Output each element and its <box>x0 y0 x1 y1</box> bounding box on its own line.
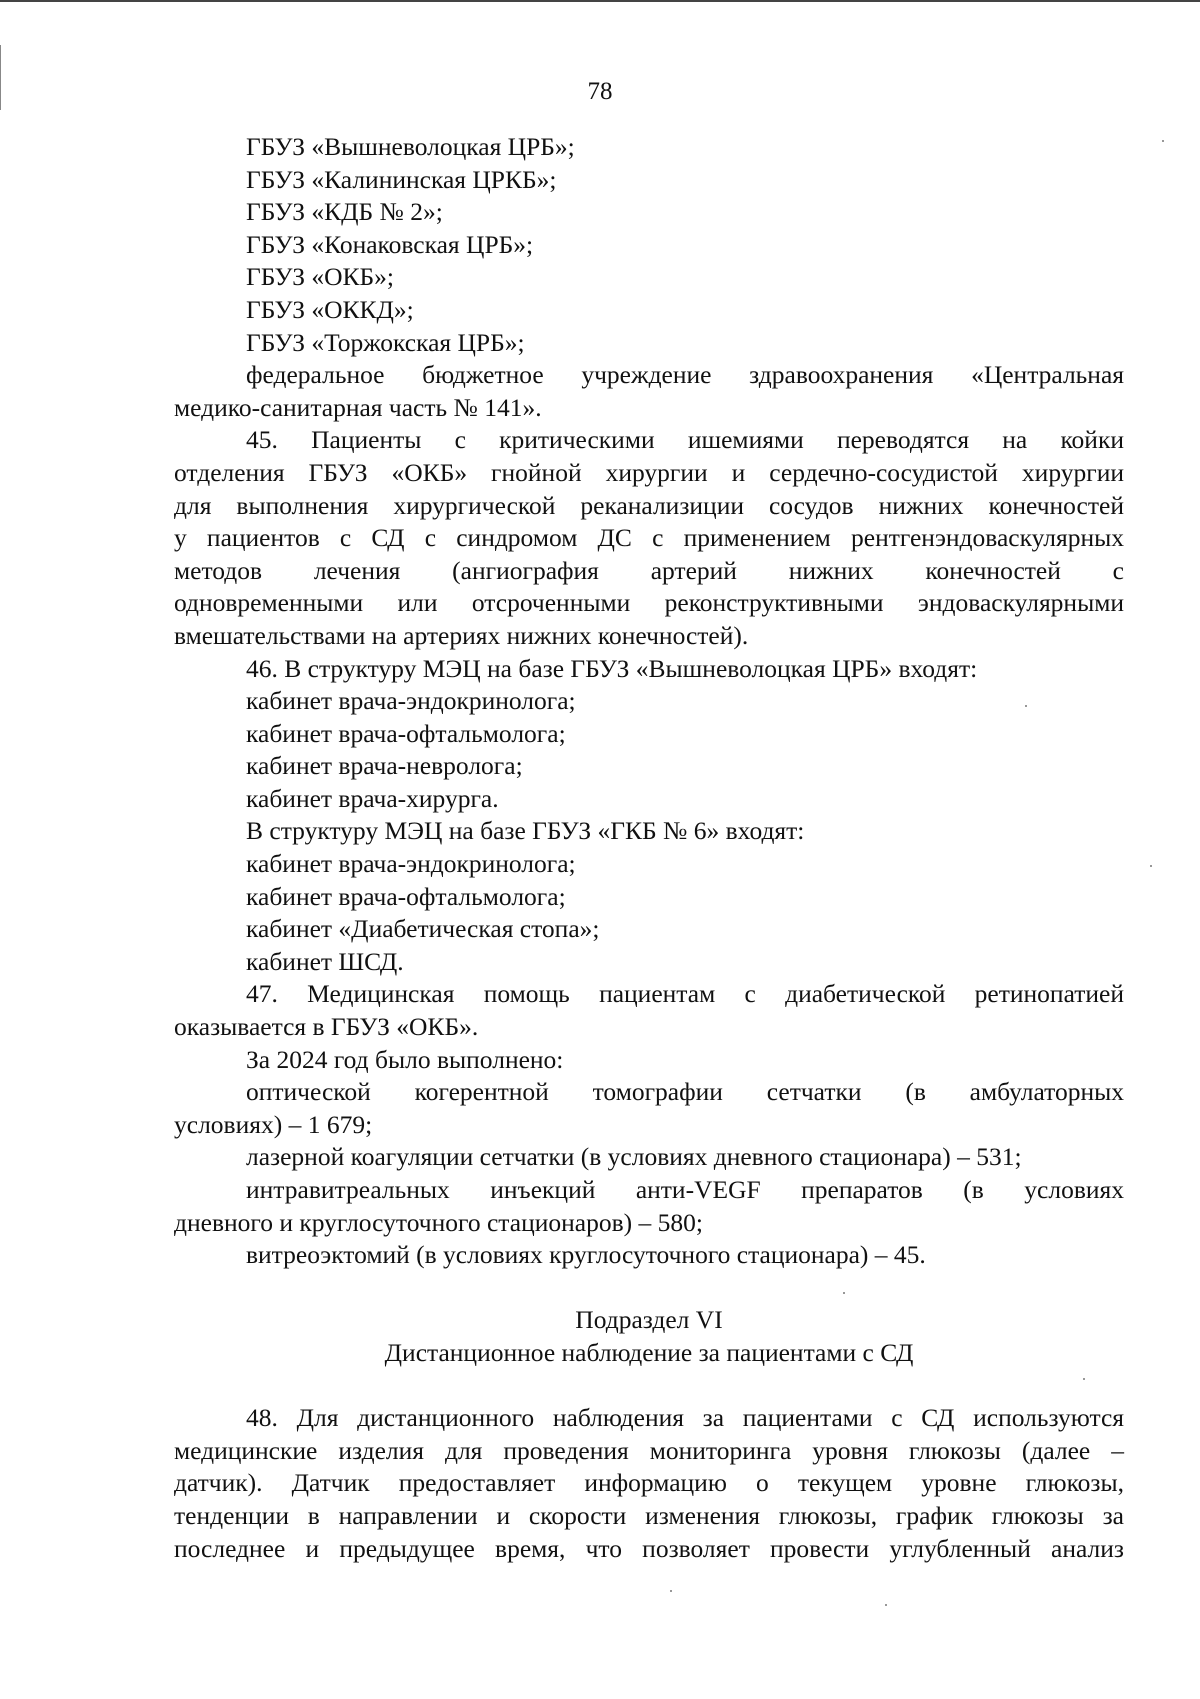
spacer <box>174 1272 1124 1305</box>
text-line: отделения ГБУЗ «ОКБ» гнойной хирургии и сердечно-сосудистой хирургии <box>174 457 1124 487</box>
text-line: 46. В структуру МЭЦ на базе ГБУЗ «Вышневолоцкая ЦРБ» входят: <box>246 653 978 683</box>
text-line: 45. Пациенты с критическими ишемиями переводятся на койки <box>246 425 1124 455</box>
text-line: В структуру МЭЦ на базе ГБУЗ «ГКБ № 6» входят: <box>246 816 805 846</box>
scan-speck <box>843 1292 845 1294</box>
text-line: у пациентов с СД с синдромом ДС с применением рентгенэндоваскулярных <box>174 523 1124 553</box>
document-body <box>174 131 1124 1565</box>
text-line: вмешательствами на артериях нижних конечностей). <box>174 620 749 650</box>
scan-speck <box>1150 865 1152 867</box>
text-line: интравитреальных инъекций анти-VEGF препаратов (в условиях <box>246 1175 1124 1204</box>
text-line: медико-санитарная часть № 141». <box>174 392 542 422</box>
text-line: кабинет ШСД. <box>246 946 404 976</box>
text-line: для выполнения хирургической реканализиции сосудов нижних конечностей <box>174 490 1124 520</box>
text-line: оказывается в ГБУЗ «ОКБ». <box>174 1012 479 1042</box>
text-line: одновременными или отсроченными реконструктивными эндоваскулярными <box>174 588 1124 618</box>
text-line: ГБУЗ «Конаковская ЦРБ»; <box>246 229 534 259</box>
text-line: лазерной коагуляции сетчатки (в условиях дневного стационара) – 531; <box>246 1142 1022 1172</box>
text-line: последнее и предыдущее время, что позволяет провести углубленный анализ <box>174 1533 1124 1563</box>
scan-speck <box>885 1604 887 1606</box>
page-number: 78 <box>587 78 613 105</box>
text-line: тенденции в направлении и скорости изменения глюкозы, график глюкозы за <box>174 1500 1124 1530</box>
text-line: ГБУЗ «КДБ № 2»; <box>246 197 443 227</box>
scan-edge-top <box>0 0 1200 2</box>
text-line: условиях) – 1 679; <box>174 1109 373 1139</box>
text-line: 47. Медицинская помощь пациентам с диабетической ретинопатией <box>246 979 1124 1009</box>
text-line: ГБУЗ «ОКБ»; <box>246 262 395 292</box>
scan-speck <box>1025 705 1027 707</box>
text-line: ГБУЗ «Торжокская ЦРБ»; <box>246 327 525 357</box>
text-line: кабинет врача-хирурга. <box>246 783 499 813</box>
text-line: оптической когерентной томографии сетчатки (в амбулаторных <box>246 1077 1124 1107</box>
text-line: датчик). Датчик предоставляет информацию о текущем уровне глюкозы, <box>174 1468 1124 1498</box>
text-line: витреоэктомий (в условиях круглосуточного стационара) – 45. <box>246 1240 926 1270</box>
spacer <box>174 1370 1124 1403</box>
section-title: Дистанционное наблюдение за пациентами с СД <box>384 1337 914 1367</box>
text-line: кабинет «Диабетическая стопа»; <box>246 914 600 944</box>
text-line: методов лечения (ангиография артерий нижних конечностей с <box>174 555 1124 585</box>
text-line: кабинет врача-офтальмолога; <box>246 881 566 911</box>
scan-speck <box>1083 1378 1085 1380</box>
text-line: дневного и круглосуточного стационаров) – 580; <box>174 1207 703 1237</box>
text-line: медицинские изделия для проведения мониторинга уровня глюкозы (далее – <box>174 1435 1124 1465</box>
text-line: кабинет врача-офтальмолога; <box>246 718 566 748</box>
text-line: ГБУЗ «Вышневолоцкая ЦРБ»; <box>246 132 575 161</box>
text-line: федеральное бюджетное учреждение здравоохранения «Центральная <box>246 360 1124 390</box>
text-line: ГБУЗ «ОККД»; <box>246 294 414 324</box>
text-line: кабинет врача-эндокринолога; <box>246 849 576 879</box>
text-line: За 2024 год было выполнено: <box>246 1044 564 1074</box>
section-heading: Подраздел VI <box>575 1305 723 1335</box>
text-line: кабинет врача-невролога; <box>246 751 523 781</box>
text-line: 48. Для дистанционного наблюдения за пациентами с СД используются <box>246 1403 1124 1433</box>
scan-speck <box>1162 140 1164 142</box>
text-line: кабинет врача-эндокринолога; <box>246 686 576 716</box>
scan-speck <box>670 1590 672 1592</box>
text-line: ГБУЗ «Калининская ЦРКБ»; <box>246 164 557 194</box>
